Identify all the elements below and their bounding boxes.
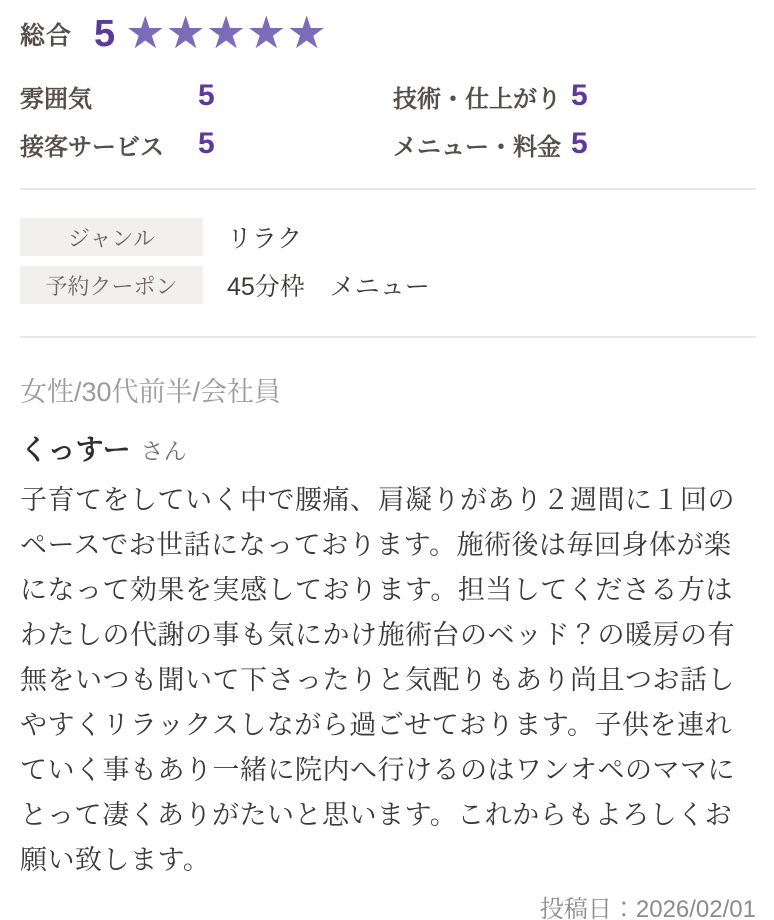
review-section (20, 370, 756, 920)
overall-rating-label: 総合 (20, 22, 73, 50)
genre-chip: ジャンル (20, 218, 203, 256)
divider (20, 188, 756, 190)
review-paragraph: わたしの代謝の事も気にかけ施術台のベッド？の暖房の有無をいつも聞いて下さったりと気配りもあり尚且つお話しやすくリラックスしながら過ごせております。子供を連れていく事もあり一緒に院内へ行けるのはワンオペのママにとって凄くありがたいと思います。これからもよろしくお願い致します。 (20, 620, 735, 875)
reviewer-demographics: 女性/30代前半/会社員 (20, 377, 282, 407)
coupon-value: 45分枠 メニュー (227, 273, 430, 301)
sub-ratings-grid (20, 79, 756, 161)
reviewer-name: くっすー (20, 434, 131, 465)
tags-section (20, 218, 756, 304)
sub-rating-technique (393, 79, 756, 113)
coupon-row (20, 266, 756, 304)
sub-rating-label: 接客サービス (20, 133, 164, 161)
sub-rating-atmosphere (20, 79, 383, 113)
sub-rating-label: 雰囲気 (20, 85, 92, 113)
sub-rating-menu-price (393, 127, 756, 161)
divider (20, 336, 756, 338)
review-paragraph: 子育てをしていく中で腰痛、肩凝りがあり２週間に１回のペースでお世話になっております。施術後は毎回身体が楽になって効果を実感しております。担当してくださる方は (20, 485, 735, 605)
sub-rating-value: 5 (571, 127, 588, 160)
sub-rating-label: 技術・仕上がり (393, 85, 561, 113)
coupon-chip: 予約クーポン (20, 266, 203, 304)
sub-rating-value: 5 (198, 79, 215, 112)
overall-rating-row (20, 6, 756, 58)
reviewer-row (20, 428, 756, 465)
sub-rating-value: 5 (571, 79, 588, 112)
reviewer-honorific: さん (140, 438, 187, 464)
genre-value: リラク (227, 225, 303, 253)
overall-rating-value: 5 (94, 12, 116, 55)
post-date: 投稿日：2026/02/01 (539, 896, 756, 920)
sub-rating-value: 5 (198, 127, 215, 160)
sub-rating-label: メニュー・料金 (393, 133, 561, 161)
review-body (20, 478, 756, 883)
sub-rating-service (20, 127, 383, 161)
star-rating-icons: ★★★★★ (125, 6, 327, 58)
genre-row (20, 218, 756, 256)
ratings-section (20, 6, 756, 161)
